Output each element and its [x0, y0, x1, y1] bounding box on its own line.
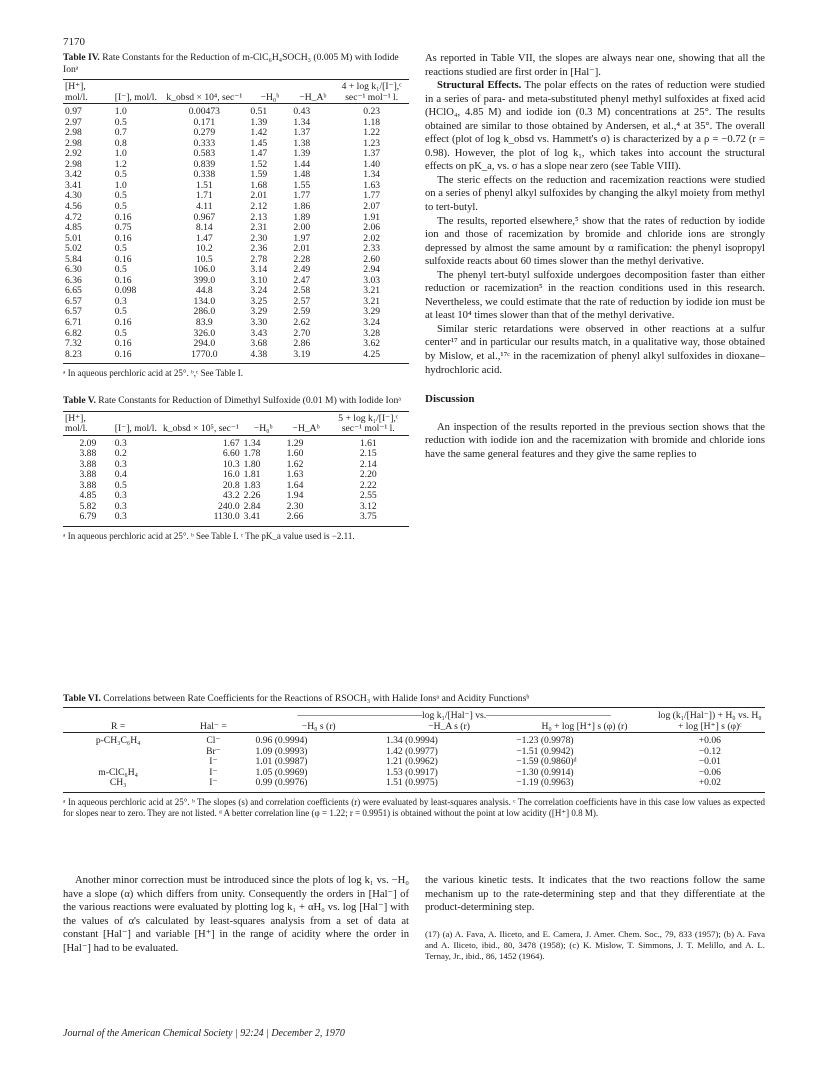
- table4-body: [63, 104, 409, 364]
- table-cell: 3.21: [363, 295, 381, 307]
- table-cell: 0.5: [114, 116, 127, 128]
- table-cell: 0.839: [193, 158, 216, 170]
- table-cell: 1.59: [250, 169, 268, 181]
- run-in-heading: Structural Effects.: [437, 80, 522, 92]
- table5-header: −H_Aᵇ: [292, 423, 320, 435]
- table-cell: 3.41: [243, 511, 261, 523]
- table-cell: 0.16: [114, 348, 132, 360]
- table6-header: Hal⁻ =: [200, 720, 227, 732]
- table-cell: 3.62: [363, 338, 381, 350]
- table-cell: 2.15: [359, 448, 377, 460]
- section-heading-discussion: Discussion: [425, 393, 475, 406]
- references: [425, 929, 765, 963]
- table-cell: 2.33: [363, 243, 381, 255]
- table-cell: 2.98: [65, 158, 82, 170]
- table-cell: 2.02: [363, 232, 381, 244]
- table-cell: 1.39: [250, 116, 268, 128]
- table4-header: −H_Aᵇ: [299, 91, 327, 103]
- paragraph: The phenyl tert-butyl sulfoxide undergoes decomposition faster than either reduction or racemization⁵ in the reaction conditions used in this research. Nevertheless, we could estimate that the rate of reduction by iodide ion must be at least 10⁴ times slower than that of the methyl derivative.: [425, 269, 765, 322]
- table4-header: 4 + log k₁/[I⁻],ᶜ sec⁻¹ mol⁻¹ l.: [341, 81, 402, 103]
- table-cell: 3.29: [363, 306, 381, 318]
- table-cell: 2.06: [363, 222, 381, 234]
- paragraph: [425, 79, 765, 174]
- table-cell: 0.5: [114, 479, 127, 491]
- table-cell: 3.29: [250, 306, 268, 318]
- table-cell: 8.23: [65, 348, 82, 360]
- table-row: [63, 733, 765, 747]
- table-cell: 0.583: [193, 148, 216, 160]
- table6-header: log (k₁/[Hal⁻]) + H₀ vs. H₀ + log [H⁺] s (φ)ᶜ: [658, 710, 762, 732]
- table-cell: 1.71: [195, 190, 213, 202]
- table4: [63, 79, 409, 364]
- journal-footer: Journal of the American Chemical Society | 92:24 | December 2, 1970: [63, 1028, 345, 1039]
- paragraph: The results, reported elsewhere,⁵ show that the rates of reduction by iodide ion and those of racemization by bromide and chloride ions are strongly depressed by almost the same amount by α ramification: the phenyl isopropyl sulfoxide reacts about 60 times slower than the methyl derivative.: [425, 215, 765, 268]
- table-cell: 0.3: [114, 458, 127, 470]
- table-cell: p-CH₃C₆H₄: [95, 735, 141, 747]
- table-cell: 16.0: [222, 469, 240, 481]
- table-cell: 3.14: [250, 264, 268, 276]
- table-cell: 6.36: [65, 274, 82, 286]
- table-cell: 2.84: [243, 500, 261, 512]
- table-cell: 8.14: [195, 222, 213, 234]
- table-cell: −1.30 (0.9914): [516, 766, 574, 778]
- table5-header: −H₀ᵇ: [253, 423, 273, 435]
- table-cell: 1.48: [293, 169, 311, 181]
- table-cell: CH₃: [109, 777, 127, 789]
- table-cell: 0.99 (0.9976): [255, 777, 308, 789]
- table-cell: [63, 747, 173, 758]
- table-cell: 2.47: [293, 274, 311, 286]
- table-cell: 1.52: [250, 158, 268, 170]
- table5-body: [63, 435, 409, 526]
- table5-header: [I⁻], mol/l.: [114, 423, 157, 435]
- table-cell: 1.37: [363, 148, 381, 160]
- table-cell: 0.2: [114, 448, 127, 460]
- table-cell: −0.12: [698, 745, 721, 757]
- table-cell: 3.42: [65, 169, 82, 181]
- table-cell: 0.338: [193, 169, 216, 181]
- table-cell: 2.60: [363, 253, 381, 265]
- table-cell: 2.70: [293, 327, 311, 339]
- table-cell: 0.3: [114, 490, 127, 502]
- table-cell: −1.59 (0.9860)ᵈ: [516, 756, 577, 768]
- table-cell: 2.49: [293, 264, 311, 276]
- table-cell: 0.171: [193, 116, 216, 128]
- table-cell: 2.92: [65, 148, 82, 160]
- table-row: [63, 318, 409, 329]
- table-cell: 1.83: [243, 479, 261, 491]
- table-cell: 3.03: [363, 274, 381, 286]
- table-cell: 0.279: [193, 127, 216, 139]
- table4-header: [I⁻], mol/l.: [114, 91, 157, 103]
- left-column: [63, 52, 409, 542]
- paragraph: the various kinetic tests. It indicates that the two reactions follow the same mechanism up to the rate-determining step and that they differentiate at the product-determining step.: [425, 875, 765, 914]
- table-cell: 2.01: [293, 243, 311, 255]
- table-cell: 2.36: [250, 243, 268, 255]
- table-cell: 0.3: [114, 511, 127, 523]
- table-cell: 106.0: [193, 264, 216, 276]
- table-cell: 10.3: [222, 458, 240, 470]
- table-cell: 1770.0: [191, 348, 218, 360]
- table6-footnote: ᵃ In aqueous perchloric acid at 25°. ᵇ The slopes (s) and correlation coefficients (r) were evaluated by least-squares analysis. ᶜ The correlation coefficients have in this case low values as expected for slopes near to zero. They are not listed. ᵈ A better correlation line (φ = 1.22; r = 0.9951) is obtained without the point at low acidity ([H⁺] 0.8 M).: [63, 796, 765, 818]
- right-column: [425, 52, 765, 462]
- table-cell: 3.88: [79, 448, 97, 460]
- table-cell: 0.5: [114, 327, 127, 339]
- table-cell: 1.44: [293, 158, 311, 170]
- table-cell: 1.55: [293, 179, 311, 191]
- table6-caption-text: Correlations between Rate Coefficients for the Reactions of RSOCH₃ with Halide Ionsᵃ and Acidity Functionsᵇ: [103, 693, 530, 704]
- table-cell: 6.57: [65, 306, 82, 318]
- paragraph-text: The polar effects on the rates of reduction were studied in a series of para- and meta-substituted phenyl methyl sulfoxides at fixed acid (HClO₄, 4.85 M) and iodide ion (0.3 M) concentrations at 25°. The results obtained are similar to those obtained by Andersen, et al.,⁴ at 35°. The overall effect (plot of log k_obsd vs. Hammett's σ) is characterized by a ρ = −0.72 (r = 0.98). However, the plot of log k₁, which takes into account the structural effects on pK_a, vs. σ has a slope near zero (see Table VIII).: [425, 80, 765, 173]
- table-cell: 6.82: [65, 327, 82, 339]
- paragraph: As reported in Table VII, the slopes are always near one, showing that all the reactions studied are first order in [Hal⁻].: [425, 53, 765, 78]
- table-cell: 0.16: [114, 338, 132, 350]
- table-cell: 0.5: [114, 201, 127, 213]
- paragraph: Another minor correction must be introduced since the plots of log k₁ vs. −H₀ have a slope (α) which differs from unity. Consequently the orders in [Hal⁻] of the various reactions were evaluated by plotting log k₁ + αH₀ vs. log [Hal⁻] with the values of α's calculated by least-squares analysis from a set of data at constant [Hal⁻] and variable [H⁺] in the range of acidity where the order in [Hal⁻] had to be evaluated.: [63, 875, 409, 954]
- table-cell: 286.0: [193, 306, 216, 318]
- table-cell: 1.78: [243, 448, 261, 460]
- table-cell: 1.05 (0.9969): [255, 766, 308, 778]
- table-cell: 4.38: [250, 348, 268, 360]
- table-cell: 0.3: [114, 437, 127, 449]
- table-cell: 1.51 (0.9975): [385, 777, 438, 789]
- table6-caption: [63, 693, 765, 705]
- table6: [63, 707, 765, 793]
- table6-header: H₀ + log [H⁺] s (φ) (r): [541, 720, 628, 732]
- table4-header: k_obsd × 10⁴, sec⁻¹: [166, 91, 243, 103]
- table-cell: 1.23: [363, 137, 381, 149]
- table6-header: −H_A s (r): [428, 720, 470, 732]
- table-cell: I⁻: [209, 756, 218, 768]
- table-cell: 0.3: [114, 295, 127, 307]
- table-cell: +0.02: [698, 777, 721, 789]
- table-cell: 0.23: [363, 106, 381, 118]
- table-cell: m-ClC₆H₄: [98, 766, 139, 778]
- table-cell: 2.58: [293, 285, 311, 297]
- table-cell: 1.34: [363, 169, 381, 181]
- table-row: [63, 104, 409, 118]
- table4-caption-text: Rate Constants for the Reduction of m-ClC₆H₄SOCH₃ (0.005 M) with Iodide Ionᵃ: [63, 52, 399, 75]
- table6-container: [63, 707, 765, 818]
- table-cell: 0.5: [114, 306, 127, 318]
- table-cell: 4.25: [363, 348, 381, 360]
- table-cell: 5.01: [65, 232, 82, 244]
- table-cell: 4.85: [65, 222, 82, 234]
- table-cell: 1.68: [250, 179, 268, 191]
- table-cell: 1.0: [114, 148, 127, 160]
- table5-footnote: ᵃ In aqueous perchloric acid at 25°. ᵇ See Table I. ᶜ The pK_a value used is −2.11.: [63, 530, 355, 541]
- table-cell: 2.31: [250, 222, 268, 234]
- table-cell: 3.68: [250, 338, 268, 350]
- table-cell: 2.66: [286, 511, 304, 523]
- table4-caption: [63, 52, 409, 75]
- table-cell: 1.61: [359, 437, 377, 449]
- table-cell: 6.65: [65, 285, 82, 297]
- table-cell: 1.77: [363, 190, 381, 202]
- table5-header: 5 + log k₁/[I⁻],ᶜ sec⁻¹ mol⁻¹ l.: [338, 412, 399, 435]
- table-cell: 4.11: [196, 201, 213, 213]
- reference-17: (17) (a) A. Fava, A. Iliceto, and E. Camera, J. Amer. Chem. Soc., 79, 833 (1957); (b) A. Fava and A. Iliceto, ibid., 80, 3478 (1958); (c) K. Mislow, T. Simmons, J. T. Melillo, and A. L. Ternay, Jr., ibid., 86, 1452 (1964).: [425, 928, 765, 962]
- table-cell: 2.59: [293, 306, 311, 318]
- table-cell: 1.22: [363, 127, 381, 139]
- table-cell: 1.77: [293, 190, 311, 202]
- table5-caption-label: Table V.: [63, 395, 96, 407]
- table-cell: 1.42: [250, 127, 268, 139]
- table-cell: Br⁻: [206, 745, 221, 757]
- table-cell: 4.72: [65, 211, 82, 223]
- table6-caption-label: Table VI.: [63, 693, 101, 704]
- table-cell: 3.30: [250, 317, 268, 329]
- table-cell: 1.89: [293, 211, 311, 223]
- table6-header: −H₀ s (r): [301, 720, 336, 732]
- table-cell: 0.97: [65, 106, 82, 118]
- table-cell: 3.41: [65, 179, 82, 191]
- table-cell: 1.53 (0.9917): [385, 766, 438, 778]
- paragraph: An inspection of the results reported in the previous section shows that the reduction with iodide ion and the racemization with bromide and chloride ions have the same general features and they give the same replies to: [425, 421, 765, 460]
- page-number: 7170: [63, 36, 85, 48]
- table-cell: 0.967: [193, 211, 216, 223]
- table-cell: −0.06: [698, 766, 721, 778]
- table-cell: 1.18: [363, 116, 381, 128]
- table-cell: 1.94: [286, 490, 304, 502]
- table5-header: [H⁺], mol/l.: [65, 412, 88, 435]
- table-cell: 1.34: [243, 437, 261, 449]
- table-cell: 2.98: [65, 127, 82, 139]
- table-cell: 134.0: [193, 295, 216, 307]
- table-cell: 1.09 (0.9993): [255, 745, 308, 757]
- table-cell: 0.3: [114, 500, 127, 512]
- table-cell: 0.16: [114, 211, 132, 223]
- table-cell: 3.24: [363, 317, 381, 329]
- table-cell: 2.94: [363, 264, 381, 276]
- table-cell: 2.30: [250, 232, 268, 244]
- table-cell: I⁻: [209, 766, 218, 778]
- table-cell: 1.42 (0.9977): [385, 745, 438, 757]
- table-row: [63, 778, 765, 792]
- table-cell: 3.88: [79, 458, 97, 470]
- table-cell: 2.09: [79, 437, 97, 449]
- table-cell: 1.81: [243, 469, 261, 481]
- table5-header: k_obsd × 10⁵, sec⁻¹: [163, 423, 239, 435]
- table-cell: −1.19 (0.9963): [516, 777, 574, 789]
- table-cell: 1.47: [250, 148, 268, 160]
- table-cell: 0.75: [114, 222, 132, 234]
- table-cell: −0.01: [698, 756, 721, 768]
- table-cell: 0.16: [114, 253, 132, 265]
- table-cell: 2.30: [286, 500, 304, 512]
- table-cell: 5.02: [65, 243, 82, 255]
- table-cell: 0.5: [114, 169, 127, 181]
- table-cell: 2.07: [363, 201, 381, 213]
- table-cell: 1.80: [243, 458, 261, 470]
- table6-group-header: —————————————log k₁/[Hal⁻] vs.—————————————: [297, 710, 611, 721]
- table-cell: 2.55: [359, 490, 377, 502]
- table5-caption: [63, 395, 409, 407]
- table-cell: 4.30: [65, 190, 82, 202]
- table-cell: 2.14: [359, 458, 377, 470]
- table-cell: 10.2: [195, 243, 213, 255]
- table-cell: −1.23 (0.9978): [516, 735, 574, 747]
- table-cell: 3.24: [250, 285, 268, 297]
- table-cell: 0.96 (0.9994): [255, 735, 308, 747]
- table-cell: 3.75: [359, 511, 377, 523]
- table-cell: 1.29: [286, 437, 304, 449]
- table-cell: −1.51 (0.9942): [516, 745, 574, 757]
- table-cell: 6.30: [65, 264, 82, 276]
- table-cell: 1.64: [286, 479, 304, 491]
- table-cell: 0.16: [114, 232, 132, 244]
- table-cell: 1.86: [293, 201, 311, 213]
- table-cell: 399.0: [193, 274, 216, 286]
- table-cell: 2.78: [250, 253, 268, 265]
- table-cell: 2.86: [293, 338, 311, 350]
- table-cell: 2.20: [359, 469, 377, 481]
- table-row: [63, 202, 409, 213]
- table-cell: 1.60: [286, 448, 304, 460]
- table-cell: 0.333: [193, 137, 216, 149]
- table-cell: 1.45: [250, 137, 268, 149]
- table-cell: 83.9: [195, 317, 213, 329]
- table-cell: 1.21 (0.9962): [385, 756, 438, 768]
- table-cell: 2.57: [293, 295, 311, 307]
- table-cell: 1.39: [293, 148, 311, 160]
- table-cell: 0.43: [293, 106, 311, 118]
- table6-header: R =: [111, 720, 126, 732]
- table-cell: 1.91: [363, 211, 381, 223]
- table-cell: 4.85: [79, 490, 97, 502]
- table-cell: 2.22: [359, 479, 377, 491]
- table-cell: 3.10: [250, 274, 268, 286]
- table-cell: 0.7: [114, 127, 127, 139]
- table-cell: 2.13: [250, 211, 268, 223]
- table-cell: 10.5: [195, 253, 213, 265]
- table-cell: 1.63: [286, 469, 304, 481]
- table-cell: 294.0: [193, 338, 216, 350]
- table-cell: 2.97: [65, 116, 82, 128]
- table-cell: 44.8: [195, 285, 213, 297]
- table-cell: 0.16: [114, 274, 132, 286]
- table-cell: 6.79: [79, 511, 97, 523]
- table-cell: 1.40: [363, 158, 381, 170]
- table-cell: 6.57: [65, 295, 82, 307]
- table-cell: 3.25: [250, 295, 268, 307]
- table-cell: Cl⁻: [206, 735, 221, 747]
- table-cell: 0.5: [114, 264, 127, 276]
- table-cell: 0.00473: [188, 106, 220, 118]
- table-cell: 2.26: [243, 490, 261, 502]
- table-cell: 3.88: [79, 469, 97, 481]
- table-cell: 1.97: [293, 232, 311, 244]
- table-cell: 2.00: [293, 222, 311, 234]
- table-cell: 1.63: [363, 179, 381, 191]
- table-cell: 1.34 (0.9994): [385, 735, 438, 747]
- table-cell: 0.4: [114, 469, 127, 481]
- table-cell: 1.0: [114, 179, 127, 191]
- table-cell: 2.62: [293, 317, 311, 329]
- table-cell: 0.8: [114, 137, 127, 149]
- table-cell: 1.0: [114, 106, 127, 118]
- table-cell: 3.21: [363, 285, 381, 297]
- table4-caption-label: Table IV.: [63, 52, 100, 63]
- table-cell: 20.8: [222, 479, 240, 491]
- table-cell: 1130.0: [213, 511, 240, 523]
- table-cell: 0.5: [114, 190, 127, 202]
- table-row: [63, 350, 409, 364]
- table-row: [63, 512, 409, 526]
- paragraph: The steric effects on the reduction and racemization reactions were studied on a series of phenyl alkyl sulfoxides by changing the alkyl moiety from methyl to tert-butyl.: [425, 174, 765, 214]
- table-cell: 3.12: [359, 500, 377, 512]
- table-cell: 2.28: [293, 253, 311, 265]
- table-row: [63, 435, 409, 449]
- table-cell: 1.47: [195, 232, 213, 244]
- table-cell: 1.34: [293, 116, 311, 128]
- table-cell: 7.32: [65, 338, 82, 350]
- table4-footnote: ᵃ In aqueous perchloric acid at 25°. ᵇ,ᶜ See Table I.: [63, 368, 244, 379]
- table-cell: 1.01 (0.9987): [255, 756, 308, 768]
- table4-header: [H⁺], mol/l.: [65, 81, 88, 103]
- table5-caption-text: Rate Constants for Reduction of Dimethyl Sulfoxide (0.01 M) with Iodide Ionᵃ: [98, 395, 401, 407]
- table-cell: 2.12: [250, 201, 268, 213]
- table-cell: 5.84: [65, 253, 82, 265]
- table5: [63, 411, 409, 527]
- table-cell: 3.43: [250, 327, 268, 339]
- table-cell: I⁻: [209, 777, 218, 789]
- table-cell: 4.56: [65, 201, 82, 213]
- table-cell: 43.2: [222, 490, 240, 502]
- table-cell: +0.06: [698, 735, 721, 747]
- table6-body: [63, 733, 765, 793]
- table-cell: 2.98: [65, 137, 82, 149]
- table-cell: 6.60: [222, 448, 240, 460]
- bottom-left-column: [63, 874, 409, 955]
- table-cell: 2.01: [250, 190, 268, 202]
- table-cell: 1.62: [286, 458, 304, 470]
- table-cell: 1.2: [114, 158, 127, 170]
- table-cell: 240.0: [218, 500, 240, 512]
- table-cell: 0.16: [114, 317, 132, 329]
- table-cell: 3.28: [363, 327, 381, 339]
- table-cell: 6.71: [65, 317, 82, 329]
- table-cell: 0.51: [250, 106, 268, 118]
- table-cell: 1.37: [293, 127, 311, 139]
- table-cell: 3.19: [293, 348, 311, 360]
- table-cell: 5.82: [79, 500, 97, 512]
- table-cell: 0.5: [114, 243, 127, 255]
- table-cell: 0.098: [114, 285, 137, 297]
- bottom-right-column: [425, 874, 765, 962]
- table4-header: −H₀ᵇ: [260, 91, 280, 103]
- table-cell: 1.51: [195, 179, 213, 191]
- paragraph: Similar steric retardations were observed in other reactions at a sulfur center¹⁷ and in particular our results match, in a qualitative way, those obtained by Mislow, et al.,¹⁷ᶜ in the racemization of phenyl alkyl sulfoxides in dioxane–hydrochloric acid.: [425, 323, 765, 376]
- table-cell: 3.88: [79, 479, 97, 491]
- table-cell: 326.0: [193, 327, 216, 339]
- table-cell: 1.38: [293, 137, 311, 149]
- table-cell: 1.67: [222, 437, 240, 449]
